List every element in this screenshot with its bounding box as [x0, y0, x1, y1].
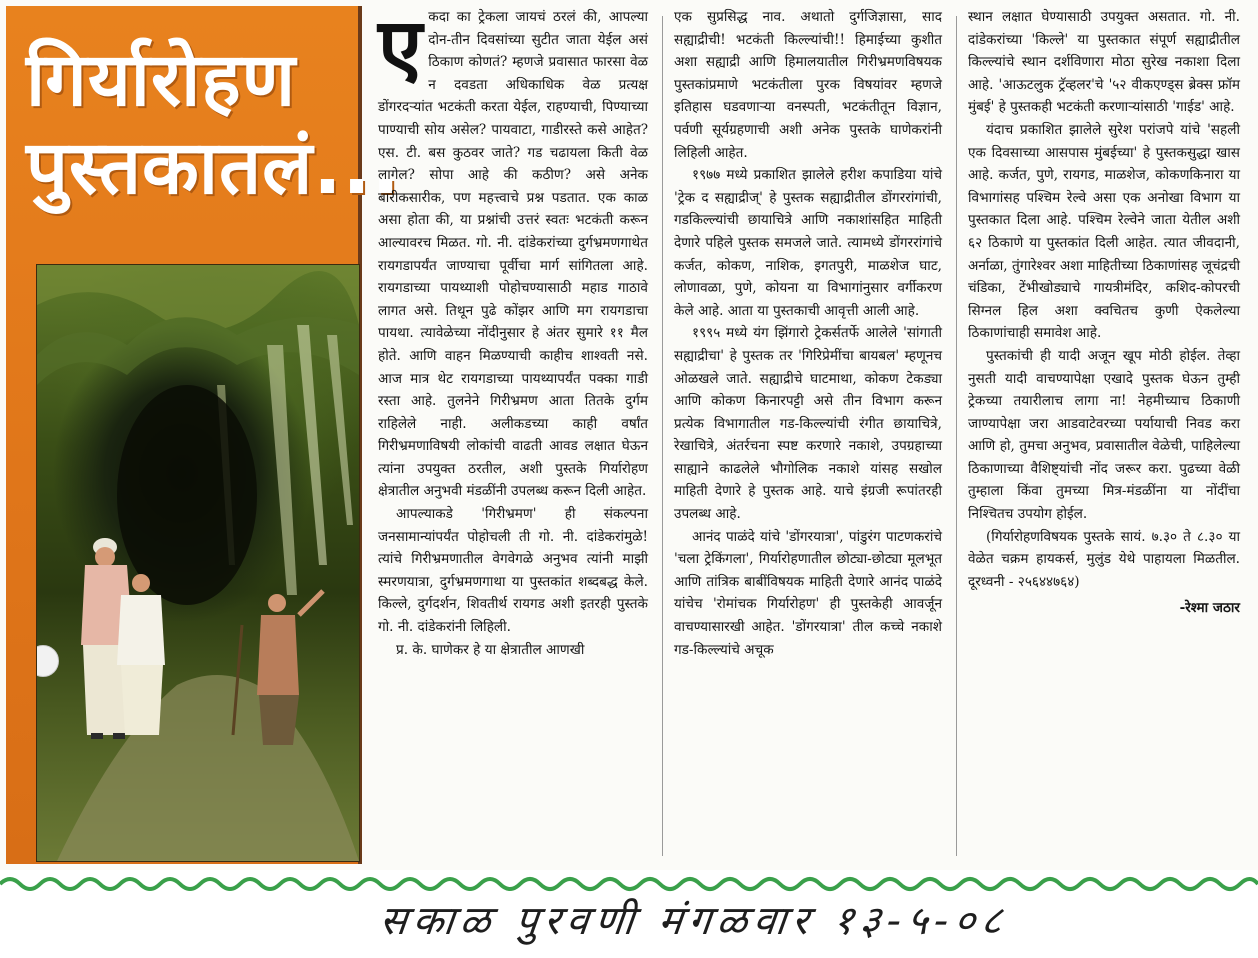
- paragraph-10: पुस्तकांची ही यादी अजून खूप मोठी होईल. तेव्हा नुसती यादी वाचण्यापेक्षा एखादे पुस्तक घेऊन तुम्ही ट्रेकच्या तयारीलाच लागा ना! नेहमीच्याच ठिकाणी जाण्यापेक्षा जरा आडवाटेवरच्या पर्यायाची निवड करा आणि हो, तुमचा अनुभव, प्रवासातील वेळेची, पाहिलेल्या ठिकाणाच्या वैशिष्ट्यांची नोंद जरूर करा. पुढच्या वेळी तुम्हाला किंवा तुमच्या मित्र-मंडळींना या नोंदींचा निश्चितच उपयोग होईल.: [968, 347, 1240, 523]
- paragraph-1: एकदा का ट्रेकला जायचं ठरलं की, आपल्या दोन-तीन दिवसांच्या सुटीत जाता येईल असं ठिकाण कोणतं? म्हणजे प्रवासात फारसा वेळ न दवडता अधिकाधिक वेळ प्रत्यक्ष डोंगरदऱ्यांत भटकंती करता येईल, राहण्याची, पिण्याच्या पाण्याची सोय असेल? पायवाटा, गाडीरस्ते कसे आहेत? एस. टी. बस कुठवर जाते? गड चढायला किती वेळ लागेल? सोपा आहे की कठीण? असे अनेक बारीकसारीक, पण महत्त्वाचे प्रश्न पडतात. एक काळ असा होता की, या प्रश्नांची उत्तरं स्वतः भटकंती करून आल्यावरच मिळत. गो. नी. दांडेकरांच्या दुर्गभ्रमणगाथेत रायगडापर्यंत जाण्याचा पूर्वीचा मार्ग सांगितला आहे. रायगडाच्या पायथ्याशी पोहोचण्यासाठी महाड गाठावे लागत असे. तिथून पुढे कोंझर आणि मग रायगडाचा पायथा. त्यावेळेच्या नोंदीनुसार हे अंतर सुमारे ११ मैल होते. आणि वाहन मिळण्याची काहीच शाश्वती नसे. आज मात्र थेट रायगडाच्या पायथ्यापर्यंत पक्का गाडी रस्ता आहे. तुलनेने गिरीभ्रमण आता तितके दुर्गम राहिलेले नाही. अलीकडच्या काही वर्षांत गिरीभ्रमणाविषयी लोकांची वाढती आवड लक्षात घेऊन त्यांना उपयुक्त ठरतील, अशी पुस्तके गिर्यारोहण क्षेत्रातील अनुभवी मंडळींनी उपलब्ध करून दिली आहेत.: [378, 1, 648, 500]
- paragraph-7: आनंद पाळंदे यांचे 'डोंगरयात्रा', पांडुरंग पाटणकरांचे 'चला ट्रेकिंगला', गिर्यारोहणातील छोट्या-छोट्या मूलभूत आणि तांत्रिक बाबींविषयक माहिती देणारे आनंद पाळंदे यांचेच 'रोमांचक गिर्यारोहण' ही पुस्तकेही आवर्जून वाचण्यासारखी आहेत. 'डोंगरयात्रा' तील कच्चे नकाशे गड-किल्ल्यांचे अचूक: [674, 528, 942, 658]
- article-body: [370, 1, 1250, 864]
- paragraph-4: एक सुप्रसिद्ध नाव. अथातो दुर्गजिज्ञासा, साद सह्याद्रीची! भटकंती किल्ल्यांची!! हिमाईच्या कुशीत अशा सह्याद्री आणि हिमालयातील गिरीभ्रमणविषयक पुस्तकांप्रमाणे भटकंतीला पुरक विषयांवर म्हणजे इतिहास घडवणाऱ्या वनस्पती, भटकंतीतून विज्ञान, पर्वणी सूर्यग्रहणाची अशी अनेक पुस्तके घाणेकरांनी लिहिली आहेत.: [674, 9, 942, 161]
- headline-line-2: पुस्तकातलं...: [26, 125, 401, 211]
- column-divider: [662, 16, 663, 856]
- trekkers-in-forest-illustration: [37, 265, 359, 861]
- column-divider: [956, 16, 957, 856]
- headline-panel: [6, 6, 401, 864]
- paragraph-2: आपल्याकडे 'गिरीभ्रमण' ही संकल्पना जनसामान्यांपर्यंत पोहोचली ती गो. नी. दांडेकरांमुळे! त्यांचे गिरीभ्रमणातील वेगवेगळे अनुभव त्यांनी माझी स्मरणयात्रा, दुर्गभ्रमणगाथा या पुस्तकांत शब्दबद्ध केले. किल्ले, दुर्गदर्शन, शिवतीर्थ रायगड अशी इतरही पुस्तके गो. नी. दांडेकरांनी लिहिली.: [378, 506, 648, 636]
- trekking-photo: [36, 264, 360, 862]
- paragraph-11: (गिर्यारोहणविषयक पुस्तके सायं. ७.३० ते ८.३० या वेळेत चक्रम हायकर्स, मुलुंड येथे पाहायला मिळतील. दूरध्वनी - २५६४४७६४): [968, 528, 1240, 590]
- column-3: [968, 6, 1240, 856]
- paragraph-3: प्र. के. घाणेकर हे या क्षेत्रातील आणखी: [396, 641, 585, 658]
- paragraph-5: १९७७ मध्ये प्रकाशित झालेले हरीश कपाडिया यांचे 'ट्रेक द सह्याद्रीज्' हे पुस्तक सह्याद्रीतील डोंगररांगांची, गडकिल्ल्यांची छायाचित्रे आणि नकाशांसहित माहिती देणारे पहिले पुस्तक समजले जाते. त्यामध्ये डोंगररांगांचे कर्जत, कोकण, नाशिक, इगतपुरी, माळशेज घाट, लोणावळा, पुणे, कोयना या विभागांनुसार वर्गीकरण केले आहे. आता या पुस्तकाची आवृत्ती आली आहे.: [674, 167, 942, 319]
- handwritten-source-note: सकाळ पुरवणी मंगळवार १३-५-०८: [377, 898, 1011, 944]
- drop-cap: ए: [378, 1, 423, 94]
- paragraph-6: १९९५ मध्ये यंग झिंगारो ट्रेकर्सतर्फे आलेले 'सांगाती सह्याद्रीचा' हे पुस्तक तर 'गिरिप्रेमींचा बायबल' म्हणूनच ओळखले जाते. सह्याद्रीचे घाटमाथा, कोकण टेकड्या आणि कोकण किनारपट्टी असे तीन विभाग करून प्रत्येक विभागातील गड-किल्ल्यांची रंगीत छायाचित्रे, रेखाचित्रे, अंतर्रचना स्पष्ट करणारे नकाशे, उपग्रहाच्या साह्याने काढलेले भौगोलिक नकाशे यांसह सखोल माहिती देणारे हे पुस्तक आहे. याचे इंग्रजी रूपांतरही उपलब्ध आहे.: [674, 325, 942, 523]
- column-1: [378, 1, 648, 856]
- green-wavy-border: [0, 872, 1258, 896]
- paragraph-8: स्थान लक्षात घेण्यासाठी उपयुक्त असतात. गो. नी. दांडेकरांच्या 'किल्ले' या पुस्तकात संपूर्ण सह्याद्रीतील किल्ल्यांचे स्थान दर्शविणारा मोठा सुरेख नकाशा दिला आहे. 'आऊटलुक ट्रॅव्हलर'चे '५२ वीकएण्ड्स ब्रेक्स फ्रॉम मुंबई' हे पुस्तकही भटकंती करणाऱ्यांसाठी 'गाईड' आहे.: [968, 9, 1240, 116]
- column-2: [674, 6, 942, 856]
- headline: [26, 36, 401, 212]
- headline-line-1: गिर्यारोहण: [26, 37, 297, 123]
- paragraph-9: यंदाच प्रकाशित झालेले सुरेश परांजपे यांचे 'सहली एक दिवसाच्या आसपास मुंबईच्या' हे पुस्तकसुद्धा खास आहे. कर्जत, पुणे, रायगड, माळशेज, कोकणकिनारा या विभागांसह पश्चिम रेल्वे असा एक अनोखा विभाग या पुस्तकात दिला आहे. पश्चिम रेल्वेने जाता येतील अशी ६२ ठिकाणे या पुस्तकांत दिली आहेत. त्यात जीवदानी, अर्नाळा, तुंगारेश्वर अशा माहितीच्या ठिकाणांसह जूचंद्रची चंडिका, टेंभीखोड्याचे गायत्रीमंदिर, कशिद-कोपरची सिग्नल हिल अशा क्वचितच कुणी ऐकलेल्या ठिकाणांचाही समावेश आहे.: [968, 121, 1240, 342]
- author-byline: -रेश्मा जठार: [1179, 600, 1240, 617]
